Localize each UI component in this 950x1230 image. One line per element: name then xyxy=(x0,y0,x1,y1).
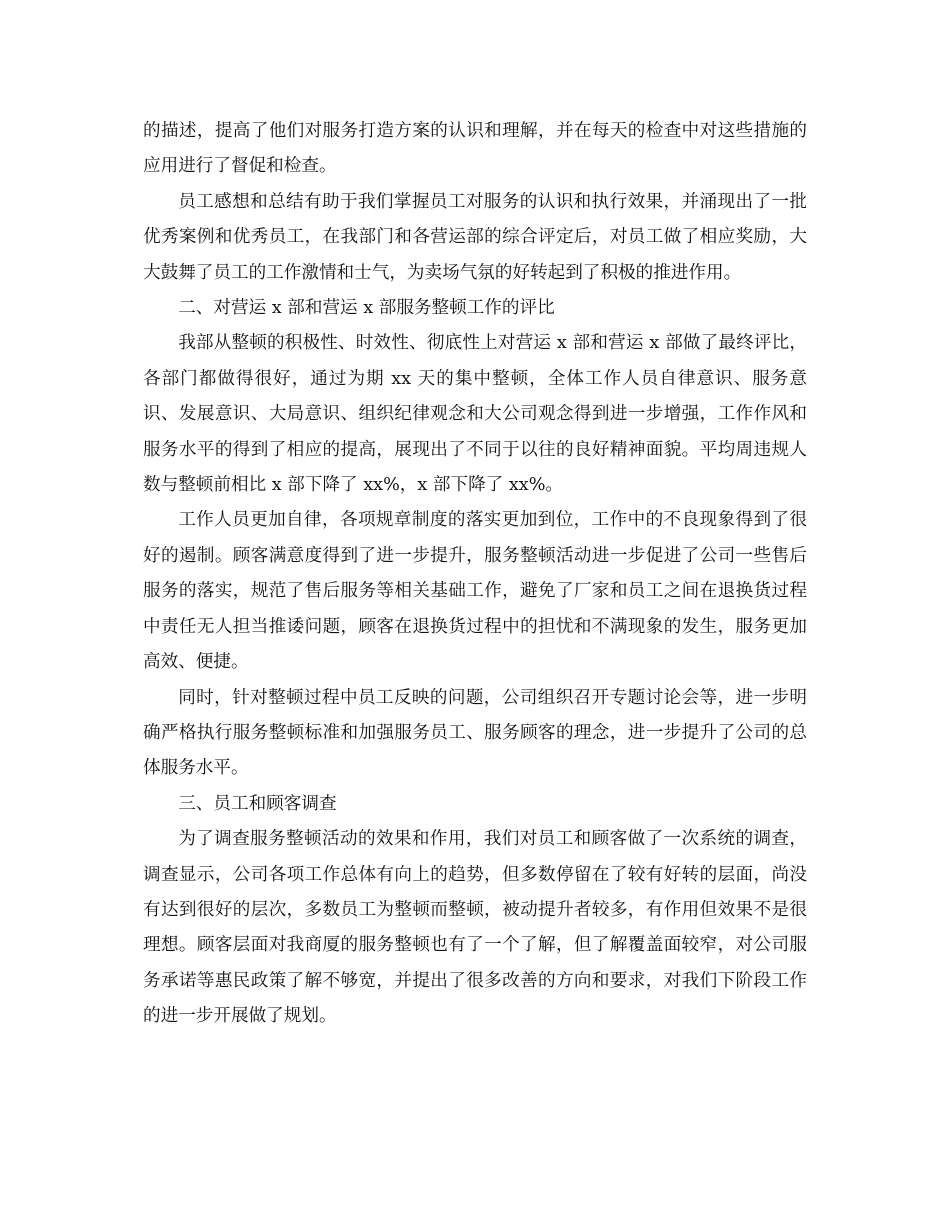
paragraph-evaluation-results: 我部从整顿的积极性、时效性、彻底性上对营运 x 部和营运 x 部做了最终评比，各部门都做得很好，通过为期 xx 天的集中整顿，全体工作人员自律意识、服务意识、发展意识、大局意识、组织纪律观念和大公司观念得到进一步增强，工作作风和服务水平的得到了相应的提高，展现出了不同于以往的良好精神面貌。平均周违规人数与整顿前相比 x 部下降了 xx%，x 部下降了 xx%。 xyxy=(143,333,807,496)
paragraph-survey-results: 为了调查服务整顿活动的效果和作用，我们对员工和顾客做了一次系统的调查，调查显示，公司各项工作总体有向上的趋势，但多数停留在了较有好转的层面，尚没有达到很好的层次，多数员工为整顿而整顿，被动提升者较多，有作用但效果不是很理想。顾客层面对我商厦的服务整顿也有了一个了解，但了解覆盖面较窄，对公司服务承诺等惠民政策了解不够宽，并提出了很多改善的方向和要求，对我们下阶段工作的进一步开展做了规划。 xyxy=(143,829,807,1027)
paragraph-continuation: 的描述，提高了他们对服务打造方案的认识和理解，并在每天的检查中对这些措施的应用进行了督促和检查。 xyxy=(143,121,807,177)
paragraph-seminar: 同时，针对整顿过程中员工反映的问题，公司组织召开专题讨论会等，进一步明确严格执行服务整顿标准和加强服务员工、服务顾客的理念，进一步提升了公司的总体服务水平。 xyxy=(143,687,807,779)
section-heading-survey: 三、员工和顾客调查 xyxy=(178,793,337,814)
paragraph-employee-feedback: 员工感想和总结有助于我们掌握员工对服务的认识和执行效果，并涌现出了一批优秀案例和优秀员工，在我部门和各营运部的综合评定后，对员工做了相应奖励，大大鼓舞了员工的工作激情和士气，为卖场气氛的好转起到了积极的推进作用。 xyxy=(143,191,807,283)
paragraph-self-discipline: 工作人员更加自律，各项规章制度的落实更加到位，工作中的不良现象得到了很好的遏制。顾客满意度得到了进一步提升，服务整顿活动进一步促进了公司一些售后服务的落实，规范了售后服务等相关基础工作，避免了厂家和员工之间在退换货过程中责任无人担当推诿问题，顾客在退换货过程中的担忧和不满现象的发生，服务更加高效、便捷。 xyxy=(143,510,807,673)
section-heading-evaluation: 二、对营运 x 部和营运 x 部服务整顿工作的评比 xyxy=(178,298,555,319)
document-body xyxy=(143,114,807,1035)
